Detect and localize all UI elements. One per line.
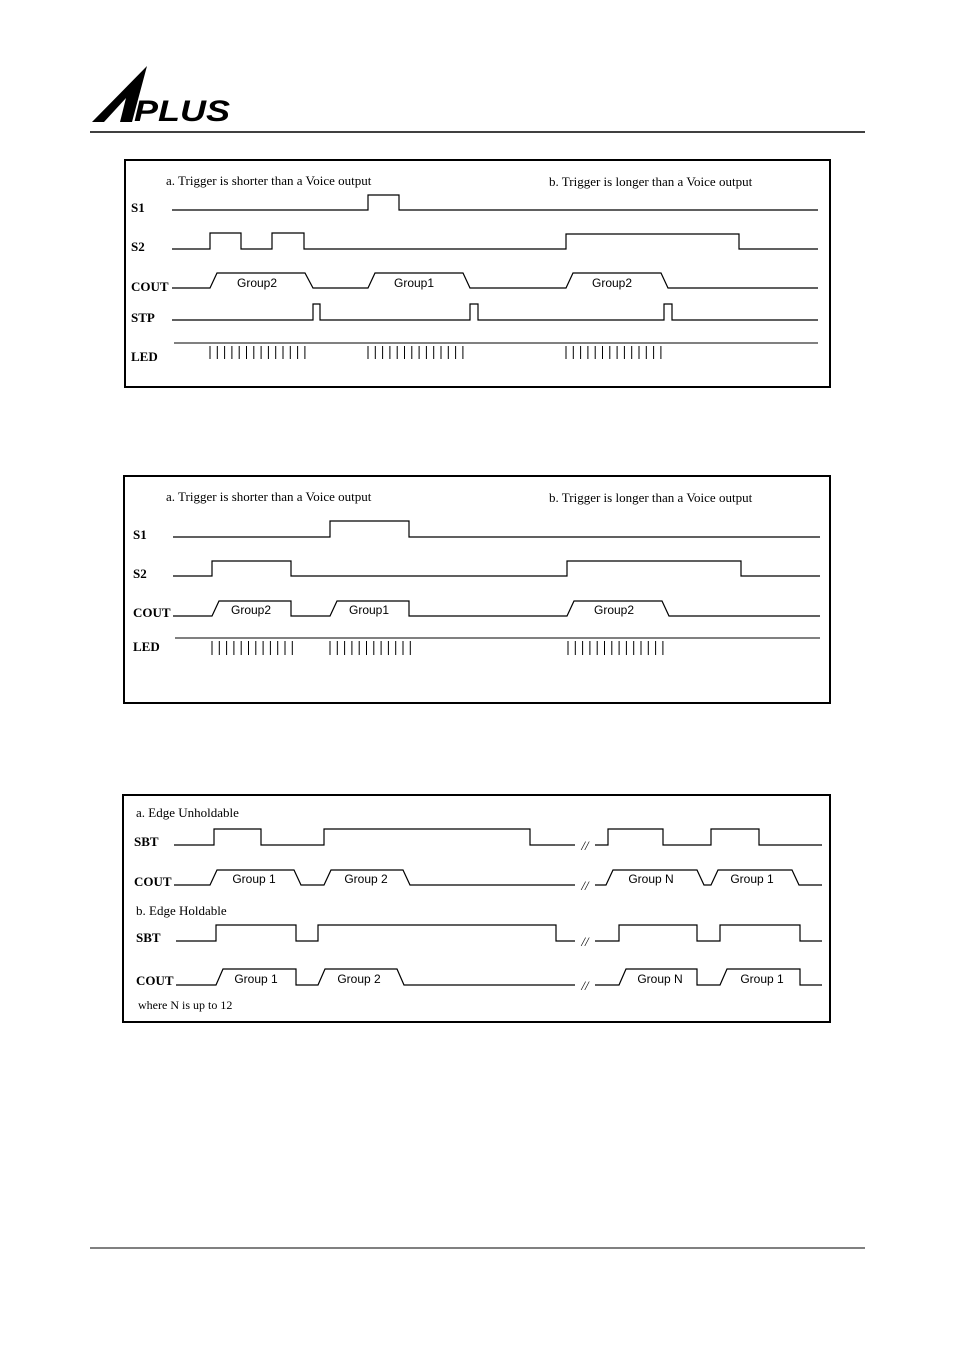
signal-label-cout: COUT <box>134 874 172 889</box>
signal-label-led: LED <box>131 349 158 364</box>
aplus-logo <box>92 66 230 128</box>
signal-label-cout: COUT <box>131 279 169 294</box>
cout-group-label: Group2 <box>591 276 633 290</box>
cout-group-label: Group1 <box>348 603 390 617</box>
cout-group-label: Group 2 <box>337 972 381 986</box>
diagram-1-caption-b: b. Trigger is longer than a Voice output <box>549 174 753 189</box>
signal-label-cout: COUT <box>133 605 171 620</box>
diagram-2-frame <box>124 476 830 703</box>
signal-label-sbt: SBT <box>134 834 159 849</box>
break-mark: // <box>581 934 589 949</box>
signal-label-cout: COUT <box>136 973 174 988</box>
cout-group-label: Group 1 <box>234 972 278 986</box>
signal-label-led: LED <box>133 639 160 654</box>
signal-label-sbt: SBT <box>136 930 161 945</box>
cout-group-label: Group 1 <box>740 972 784 986</box>
timing-diagram-2 <box>124 476 830 703</box>
cout-group-label: Group2 <box>230 603 272 617</box>
logo-wordmark: PLUS <box>134 95 230 128</box>
cout-group-label: Group N <box>637 972 683 986</box>
cout-group-label: Group2 <box>236 276 278 290</box>
signal-label-s2: S2 <box>133 566 147 581</box>
cout-group-label: Group 2 <box>344 872 388 886</box>
diagram-2-caption-a: a. Trigger is shorter than a Voice output <box>166 489 372 504</box>
cout-group-label: Group1 <box>393 276 435 290</box>
diagram-2-caption-b: b. Trigger is longer than a Voice output <box>549 490 753 505</box>
signal-label-stp: STP <box>131 310 155 325</box>
cout-group-label: Group N <box>628 872 674 886</box>
cout-group-label: Group 1 <box>730 872 774 886</box>
cout-group-label: Group2 <box>593 603 635 617</box>
cout-group-label: Group 1 <box>232 872 276 886</box>
diagram-3-caption-b: b. Edge Holdable <box>136 903 227 918</box>
signal-label-s2: S2 <box>131 239 145 254</box>
break-mark: // <box>581 878 589 893</box>
timing-diagram-3 <box>123 795 830 1022</box>
signal-label-s1: S1 <box>133 527 147 542</box>
signal-label-s1: S1 <box>131 200 145 215</box>
break-mark: // <box>581 838 589 853</box>
diagram-3-caption-a: a. Edge Unholdable <box>136 805 239 820</box>
diagram-3-note: where N is up to 12 <box>138 998 233 1012</box>
diagram-1-caption-a: a. Trigger is shorter than a Voice output <box>166 173 372 188</box>
break-mark: // <box>581 978 589 993</box>
timing-diagram-1 <box>125 160 830 387</box>
